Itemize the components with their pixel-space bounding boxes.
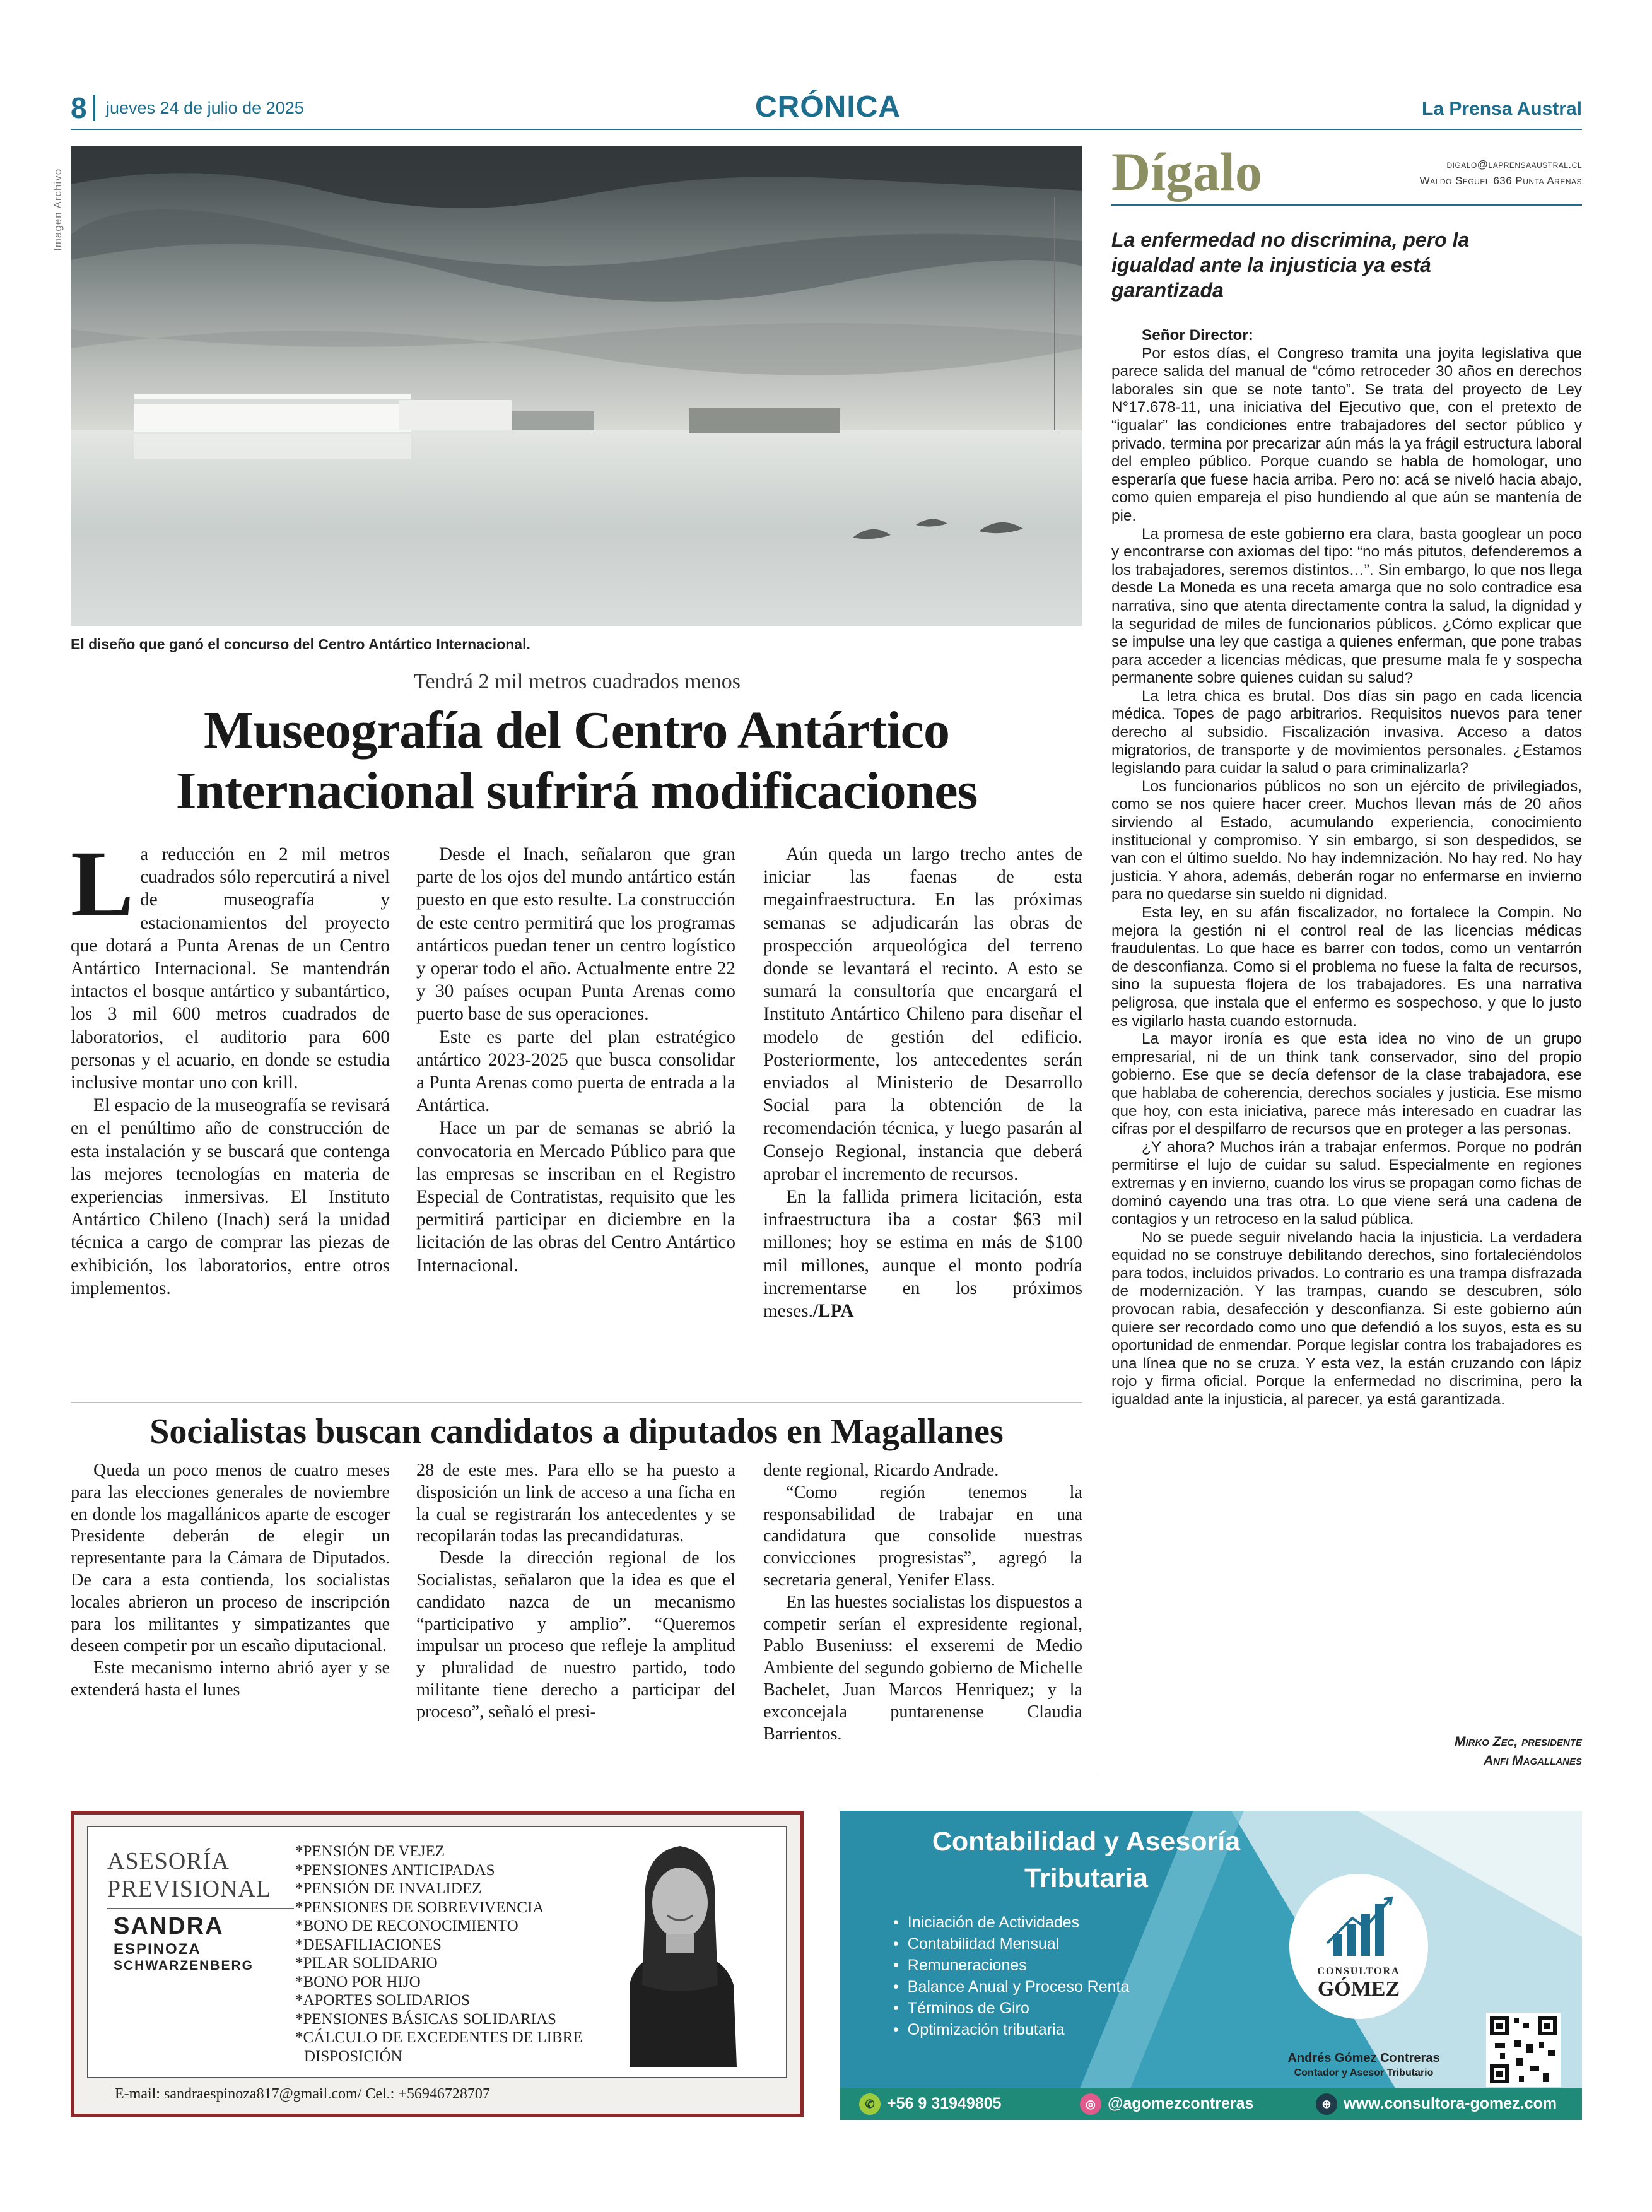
second-headline: Socialistas buscan candidatos a diputados en Magallanes: [149, 1412, 1004, 1451]
headline-line-1: Museografía del Centro Antártico: [204, 701, 949, 760]
section-title: CRÓNICA: [755, 90, 901, 124]
paragraph: Por estos días, el Congreso tramita una joyita legislativa que parece salida del manual de “cómo retroceder 30 años en derechos laborales sin que se note tanto”. Se trata del proyecto de Ley N°17.678-11, una iniciativa del Ejecutivo que, con el pretexto de “igualar” las condiciones entre trabajadores del sector público y privado, termina por precarizar aún más la ya frágil estructura laboral del empleo público. Porque cuando se habla de homologar, uno esperaría que fuese hacia arriba. Pero no: acá se niveló hacia abajo, como quien empareja el piso hundiendo al que aún se mantenía de pie.: [1111, 344, 1582, 524]
ad-contact-line: E-mail: sandraespinoza817@gmail.com/ Cel.: +56946728707: [115, 2086, 490, 2102]
service-item: *PENSIÓN DE VEJEZ: [295, 1843, 445, 1860]
paragraph: Queda un poco menos de cuatro meses para las elecciones generales de noviembre en donde los magallánicos aparte de escoger Presidente deberán de elegir un representante para la Cámara de Diputados. De cara a esta contienda, los socialistas locales abrieron un proceso de inscripción para los militantes y simpatizantes que deseen competir por un escaño diputacional.: [71, 1461, 390, 1656]
ad-phone: +56 9 31949805: [887, 2095, 1002, 2112]
pension-advisory-ad: [71, 1811, 804, 2117]
ad-title-line-1: Contabilidad y Asesoría: [932, 1827, 1241, 1857]
accounting-services-list: [893, 1912, 1129, 2040]
signer-organization: Anfi Magallanes: [1484, 1753, 1582, 1768]
service-item: *BONO POR HIJO: [295, 1973, 421, 1991]
service-item: *PENSIONES ANTICIPADAS: [295, 1861, 495, 1879]
service-item: • Contabilidad Mensual: [893, 1933, 1129, 1955]
service-item: *BONO DE RECONOCIMIENTO: [295, 1917, 518, 1934]
brand-big: GÓMEZ: [1317, 1977, 1400, 2001]
paragraph-text: a reducción en 2 mil metros cuadrados sólo repercutirá a nivel de museografía y estacionamientos del proyecto que dotará a Punta Arenas de un Centro Antártico Internacional. Se mantendrán intactos el bosque antártico y subantártico, los 3 mil 600 metros cuadrados de laboratorios, el auditorio para 600 personas y el acuario, en donde se estudia inclusive montar uno con krill.: [71, 844, 390, 1093]
letters-section-title: Dígalo: [1111, 141, 1262, 202]
paragraph: Aún queda un largo trecho antes de iniciar las faenas de esta megainfraestructura. En las próximas semanas se adjudicarán las obras de prospección arqueológica del terreno donde se levantará el recinto. A esto se sumará la consultoría que encargará el Instituto Antártico Chileno para diseñar el modelo de gestión del edificio. Posteriormente, los antecedentes serán enviados al Ministerio de Desarrollo Social para la obtención de la recomendación técnica, y luego pasarán al Consejo Regional, instancia que deberá aprobar el incremento de recursos.: [763, 844, 1082, 1184]
service-item: • Optimización tributaria: [893, 2019, 1129, 2040]
page-header: [71, 88, 1582, 126]
paragraph: La letra chica es brutal. Dos días sin pago en cada licencia médica. Topes de pago arbitrarios. Requisitos nuevos para tener derecho al subsidio. Fiscalización invasiva. Acceso a datos migratorios, de transporte y de movimientos personales. ¿Estamos legislando para cuidar la salud o para criminalizarla?: [1111, 687, 1582, 777]
ad-title-line-2: Tributaria: [1024, 1863, 1148, 1893]
service-item: *DESAFILIACIONES: [295, 1936, 442, 1953]
letters-address: Waldo Seguel 636 Punta Arenas: [1419, 175, 1582, 187]
paragraph: Este mecanismo interno abrió ayer y se extenderá hasta el lunes: [71, 1658, 390, 1700]
letter-salutation: Señor Director:: [1142, 327, 1253, 344]
paragraph: “Como región tenemos la responsabilidad de trabajar en una candidatura que consolide nuestras convicciones progresistas”, agregó la secretaria general, Yenifer Elass.: [763, 1482, 1082, 1590]
service-item: • Balance Anual y Proceso Renta: [893, 1976, 1129, 1997]
qr-code-icon: [1486, 2013, 1561, 2087]
photo-credit: Imagen Archivo: [52, 168, 64, 251]
paragraph: La mayor ironía es que esta idea no vino de un grupo empresarial, ni de un think tank conservador, sino del propio gobierno. Ese que se decía defensor de la clase trabajadora, ese que hablaba de coherencia, derechos sociales y justicia. Ese mismo que hoy, con esta iniciativa, parece más interesado en cuadrar las cifras por el despilfarro de recursos que en proteger a las personas.: [1111, 1030, 1582, 1138]
second-column-1: [71, 1460, 390, 1702]
bar-chart-logo-icon: [1289, 1874, 1428, 1968]
service-item: • Iniciación de Actividades: [893, 1912, 1129, 1933]
service-item: *PENSIÓN DE INVALIDEZ: [295, 1880, 482, 1897]
header-divider: [93, 95, 95, 121]
letter-body: [1111, 327, 1582, 1409]
drop-cap: L: [71, 832, 134, 936]
second-column-3: [763, 1460, 1082, 1745]
page-number: 8: [71, 91, 87, 124]
paragraph: La promesa de este gobierno era clara, basta googlear un poco y encontrarse con axiomas del tipo: “no más pitutos, defenderemos a los trabajadores, seremos distintos…”. Sin embargo, lo que nos llega desde La Moneda es una receta amarga que no solo contradice esa narrativa, sino que atenta directamente contra la salud, la dignidad y la seguridad de miles de funcionarios públicos. ¿Cómo explicar que se impulse una ley que castiga a quienes enferman, que pone trabas para acceder a licencias médicas, que presume mala fe y sospecha permanente sobre quienes cuidan su salud?: [1111, 525, 1582, 687]
service-item: *CÁLCULO DE EXCEDENTES DE LIBRE: [295, 2029, 583, 2046]
letters-email: digalo@laprensaaustral.cl: [1446, 158, 1582, 170]
paragraph: No se puede seguir nivelando hacia la injusticia. La verdadera equidad no se construye debilitando derechos, sino fortaleciéndolos para todos, incluidos privados. Lo contrario es una trampa disfrazada de modernización. Y las trampas, cuando se descubren, sólo provocan rabia, desafección y desconfianza. Si este gobierno aún quiere ser recordado como uno que defendió a los suyos, esta es su oportunidad de enmendar. Porque legislar contra los trabajadores es una línea que no se cruza. Y esta vez, la están cruzando con lápiz rojo y firma oficial. Porque la enfermedad no discrimina, pero la igualdad ante la injusticia, al parecer, ya está garantizada.: [1111, 1228, 1582, 1409]
accountant-name: Andrés Gómez Contreras: [1287, 2051, 1440, 2065]
issue-date: jueves 24 de julio de 2025: [106, 98, 304, 117]
paragraph: Desde el Inach, señalaron que gran parte de los ojos del mundo antártico están puesto en que esto resulte. La construcción de este centro permitirá que los programas antárticos puedan tener un centro logístico y operar todo el año. Actualmente entre 22 y 30 países ocupan Punta Arenas como puerto base de sus operaciones.: [416, 844, 735, 1025]
letters-contact: [1420, 156, 1582, 189]
ad-title-rule: [107, 1908, 294, 1909]
article-column-1: [71, 832, 390, 1300]
ad-title: [840, 1823, 1332, 1897]
paragraph: [71, 832, 390, 1094]
ad-title-line-1: ASESORÍA: [107, 1848, 230, 1874]
paragraph: 28 de este mes. Para ello se ha puesto a disposición un link de acceso a una ficha en la cual se registrarán los antecedentes y se recopilarán todas las precandidaturas.: [416, 1461, 735, 1546]
paragraph: En las huestes socialistas los dispuestos a competir serían el expresidente regional, Pablo Buseniuss: el exseremi de Medio Ambiente del segundo gobierno de Michelle Bachelet, Juan Marcos Henriquez; y la exconcejala puntarenense Claudia Barrientos.: [763, 1592, 1082, 1744]
advisor-surname-2: SCHWARZENBERG: [114, 1958, 254, 1973]
service-item: *APORTES SOLIDARIOS: [295, 1992, 471, 2009]
article-column-2: [416, 843, 735, 1277]
second-column-2: [416, 1460, 735, 1724]
letters-rule: [1111, 204, 1582, 206]
service-item: • Remuneraciones: [893, 1955, 1129, 1976]
signer-name: Mirko Zec, presidente: [1454, 1734, 1582, 1749]
paragraph: ¿Y ahora? Muchos irán a trabajar enfermos. Porque no podrán permitirse el lujo de cuidar su salud. Especialmente en regiones extremas y en invierno, cuando los virus se propagan como fichas de dominó cayendo una tras otra. Lo que viene será una cadena de contagios y un retroceso en la salud pública.: [1111, 1138, 1582, 1228]
globe-icon: ⊕: [1316, 2093, 1337, 2115]
paragraph: Hace un par de semanas se abrió la convocatoria en Mercado Público para que las empresas se inscriban en el Registro Especial de Contratistas, requisito que les permitirá participar en diciembre en la licitación de las obras del Centro Antártico Internacional.: [416, 1118, 735, 1276]
photo-caption: El diseño que ganó el concurso del Centro Antártico Internacional.: [71, 636, 530, 652]
ad-title-line-2: PREVISIONAL: [107, 1876, 272, 1902]
accountant-info: [1231, 2050, 1496, 2081]
accountant-role: Contador y Asesor Tributario: [1294, 2068, 1434, 2078]
service-item: *PILAR SOLIDARIO: [295, 1955, 438, 1972]
ad-contact-bar: [840, 2088, 1582, 2120]
service-item: DISPOSICIÓN: [304, 2047, 402, 2065]
paragraph: Desde la dirección regional de los Socialistas, señalaron que la idea es que el candidato nazca de un mecanismo “participativo y amplio”. “Queremos impulsar un proceso que refleje la amplitud y pluralidad de nuestro partido, todo militante tiene derecho a participar del proceso”, señaló el presi-: [416, 1548, 735, 1722]
service-item: *PENSIONES BÁSICAS SOLIDARIAS: [295, 2010, 556, 2028]
paragraph-text: En la fallida primera licitación, esta infraestructura iba a costar $63 mil millones; hoy se estima en más de $100 mil millones, aunque el monto podría incrementarse en los próximos meses.: [763, 1187, 1082, 1322]
article-divider: [71, 1402, 1082, 1403]
article-kicker: Tendrá 2 mil metros cuadrados menos: [414, 670, 741, 693]
paragraph: Esta ley, en su afán fiscalizador, no fortalece la Compin. No mejora la gestión ni el control real de las licencias médicas fraudulentas. Lo que hace es barrer con todos, como un ventarrón de desconfianza. Como si el problema no fuese la falta de recursos, sino la supuesta flojera de los trabajadores. Es una narrativa peligrosa, que instala que el enfermo es sospechoso, y que lo justo es vigilarlo hasta cuando estornuda.: [1111, 904, 1582, 1030]
pension-services-list: [295, 1842, 583, 2066]
letter-headline: La enfermedad no discrimina, pero la igualdad ante la injusticia ya está garantizada: [1111, 228, 1470, 302]
article-column-3: [763, 843, 1082, 1322]
service-item: *PENSIONES DE SOBREVIVENCIA: [295, 1898, 544, 1916]
accounting-ad: [840, 1811, 1582, 2120]
instagram-icon: ◎: [1080, 2093, 1101, 2115]
header-rule: [71, 129, 1582, 130]
agency-signoff: /LPA: [812, 1301, 854, 1322]
headline-line-2: Internacional sufrirá modificaciones: [175, 762, 978, 820]
paragraph: Los funcionarios públicos no son un ejército de privilegiados, como se nos quiere hacer creer. Muchos llevan más de 20 años sirviendo al Estado, acumulando experiencia, conocimiento institucional y compromiso. Y sin embargo, si son despedidos, se van con el último sueldo. No hay indemnización. No hay red. No hay justicia. Y ahora, además, deberán rogar no enfermarse en invierno para no quedarse sin sueldo ni dignidad.: [1111, 777, 1582, 903]
antarctic-center-rendering: [71, 146, 1082, 626]
letter-signature: [1455, 1733, 1582, 1770]
advisor-first-name: SANDRA: [114, 1913, 224, 1939]
paragraph: dente regional, Ricardo Andrade.: [763, 1461, 999, 1480]
paragraph: [763, 1185, 1082, 1322]
rendering-image: [71, 146, 1082, 626]
service-item: • Términos de Giro: [893, 1997, 1129, 2019]
ad-website[interactable]: www.consultora-gomez.com: [1344, 2095, 1557, 2112]
paragraph: El espacio de la museografía se revisará en el penúltimo año de construcción de esta instalación y se buscará que contenga las mejores tecnologías en materia de experiencias inmersivas. El Instituto Antártico Chileno (Inach) será la unidad técnica a cargo de comprar las piezas de exhibición, los laboratorios, entre otros implementos.: [71, 1095, 390, 1298]
newspaper-name: La Prensa Austral: [1422, 98, 1582, 119]
brand-small: CONSULTORA: [1317, 1966, 1400, 1977]
paragraph: Este es parte del plan estratégico antártico 2023-2025 que busca consolidar a Punta Arenas como puerta de entrada a la Antártica.: [416, 1027, 735, 1116]
advisor-portrait: [585, 1827, 775, 2067]
advisor-surname-1: ESPINOZA: [114, 1941, 201, 1958]
ad-instagram[interactable]: @agomezcontreras: [1108, 2095, 1254, 2112]
whatsapp-icon: ✆: [859, 2093, 881, 2115]
article-headline: [71, 700, 1082, 821]
